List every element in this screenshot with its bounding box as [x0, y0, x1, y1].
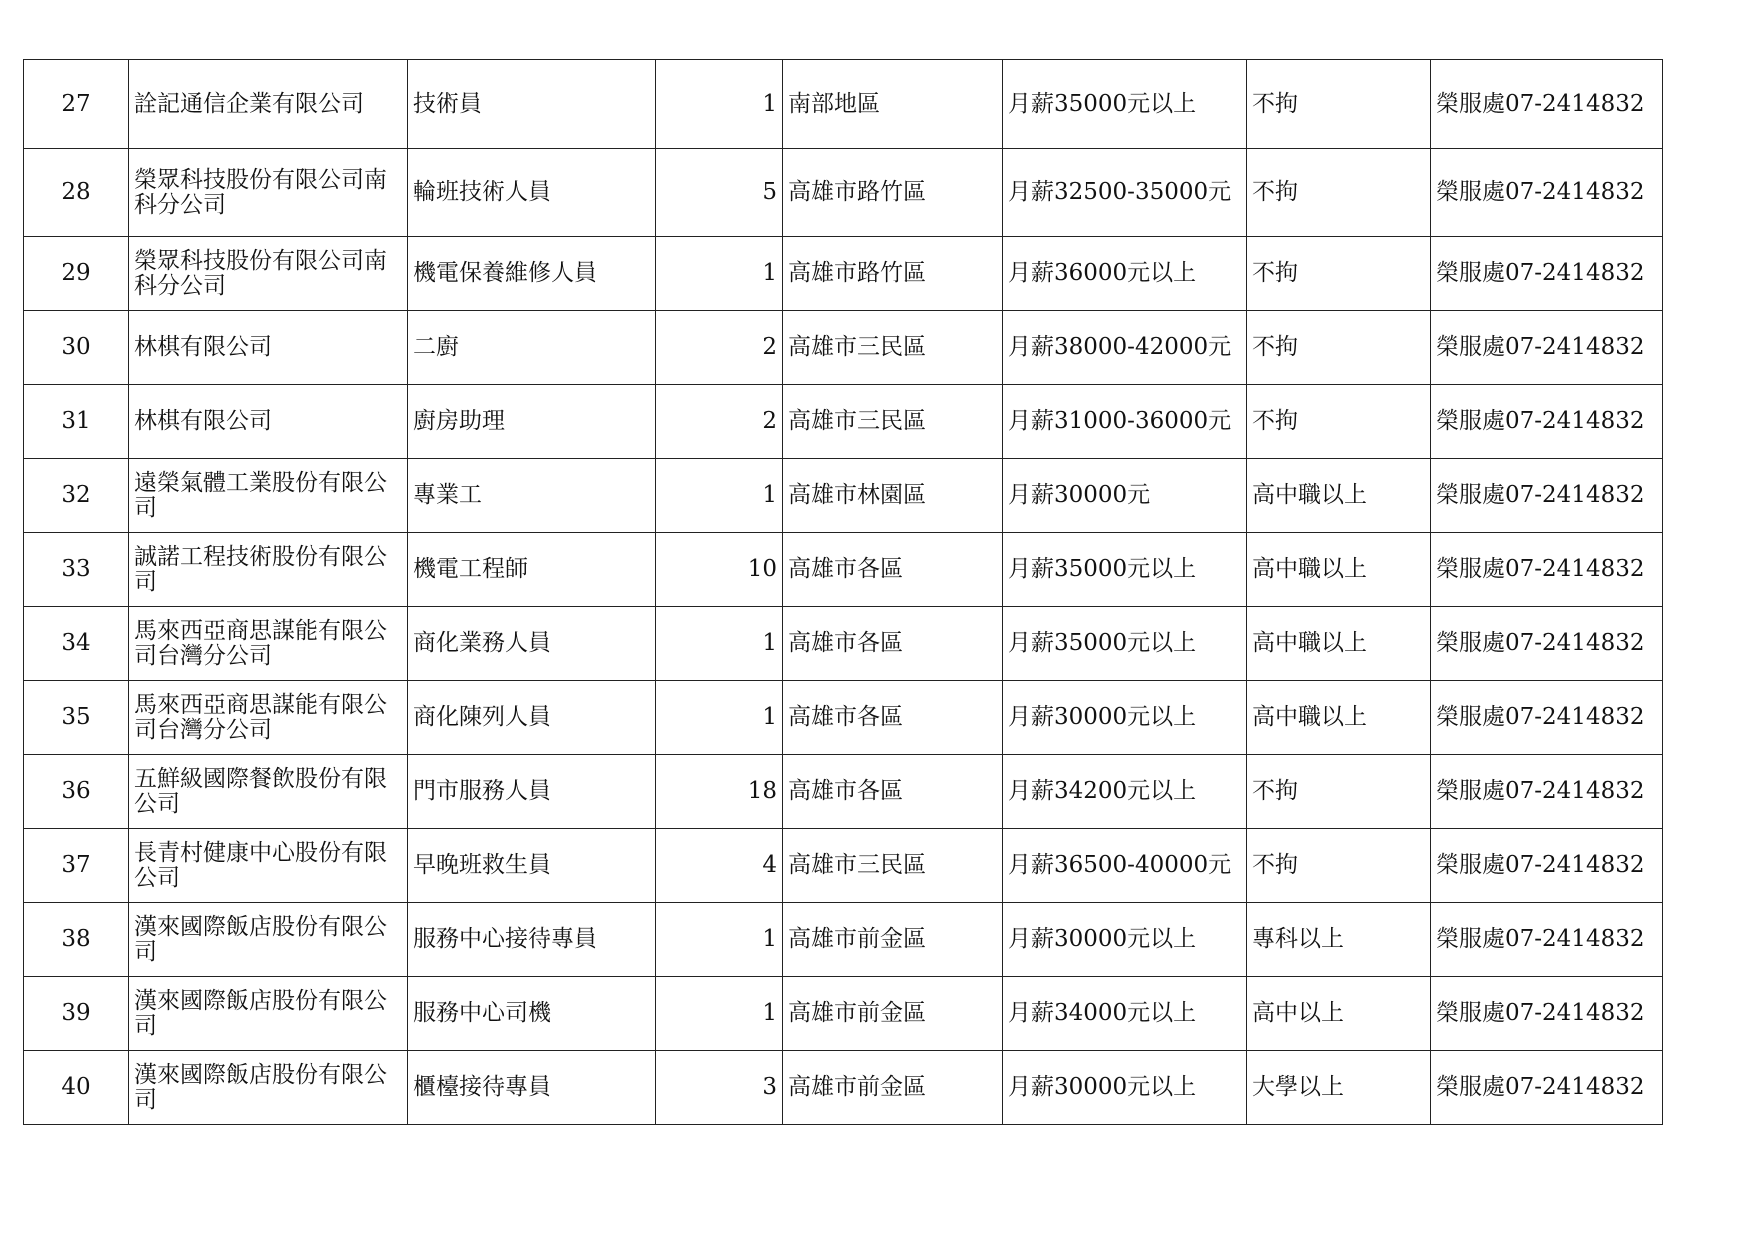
- headcount: 1: [656, 237, 783, 311]
- salary: 月薪30000元以上: [1003, 1051, 1247, 1125]
- contact: 榮服處07-2414832: [1431, 977, 1663, 1051]
- job-position: 門市服務人員: [408, 755, 656, 829]
- headcount: 1: [656, 681, 783, 755]
- salary: 月薪32500-35000元: [1003, 149, 1247, 237]
- company-name: 林棋有限公司: [129, 311, 408, 385]
- row-number: 32: [24, 459, 129, 533]
- headcount: 1: [656, 607, 783, 681]
- work-location: 高雄市三民區: [783, 385, 1003, 459]
- headcount: 1: [656, 903, 783, 977]
- table-row: [24, 755, 1663, 829]
- company-name: 馬來西亞商思謀能有限公司台灣分公司: [129, 681, 408, 755]
- education-requirement: 專科以上: [1247, 903, 1431, 977]
- job-position: 服務中心接待專員: [408, 903, 656, 977]
- company-name: 漢來國際飯店股份有限公司: [129, 903, 408, 977]
- contact: 榮服處07-2414832: [1431, 385, 1663, 459]
- table-row: [24, 311, 1663, 385]
- headcount: 3: [656, 1051, 783, 1125]
- education-requirement: 不拘: [1247, 311, 1431, 385]
- row-number: 31: [24, 385, 129, 459]
- salary: 月薪36000元以上: [1003, 237, 1247, 311]
- education-requirement: 大學以上: [1247, 1051, 1431, 1125]
- job-position: 專業工: [408, 459, 656, 533]
- salary: 月薪31000-36000元: [1003, 385, 1247, 459]
- job-position: 早晚班救生員: [408, 829, 656, 903]
- salary: 月薪30000元: [1003, 459, 1247, 533]
- job-position: 技術員: [408, 60, 656, 149]
- contact: 榮服處07-2414832: [1431, 1051, 1663, 1125]
- work-location: 高雄市前金區: [783, 977, 1003, 1051]
- headcount: 5: [656, 149, 783, 237]
- company-name: 誠諾工程技術股份有限公司: [129, 533, 408, 607]
- contact: 榮服處07-2414832: [1431, 237, 1663, 311]
- contact: 榮服處07-2414832: [1431, 903, 1663, 977]
- education-requirement: 高中以上: [1247, 977, 1431, 1051]
- salary: 月薪35000元以上: [1003, 607, 1247, 681]
- salary: 月薪35000元以上: [1003, 533, 1247, 607]
- education-requirement: 不拘: [1247, 829, 1431, 903]
- education-requirement: 不拘: [1247, 237, 1431, 311]
- salary: 月薪30000元以上: [1003, 681, 1247, 755]
- job-position: 商化陳列人員: [408, 681, 656, 755]
- job-position: 機電工程師: [408, 533, 656, 607]
- row-number: 30: [24, 311, 129, 385]
- work-location: 高雄市路竹區: [783, 149, 1003, 237]
- company-name: 長青村健康中心股份有限公司: [129, 829, 408, 903]
- table-row: [24, 149, 1663, 237]
- headcount: 4: [656, 829, 783, 903]
- row-number: 35: [24, 681, 129, 755]
- contact: 榮服處07-2414832: [1431, 829, 1663, 903]
- job-position: 輪班技術人員: [408, 149, 656, 237]
- work-location: 南部地區: [783, 60, 1003, 149]
- headcount: 18: [656, 755, 783, 829]
- contact: 榮服處07-2414832: [1431, 459, 1663, 533]
- job-listing-table: [23, 59, 1663, 1125]
- education-requirement: 高中職以上: [1247, 459, 1431, 533]
- work-location: 高雄市前金區: [783, 1051, 1003, 1125]
- company-name: 馬來西亞商思謀能有限公司台灣分公司: [129, 607, 408, 681]
- education-requirement: 高中職以上: [1247, 533, 1431, 607]
- salary: 月薪38000-42000元: [1003, 311, 1247, 385]
- work-location: 高雄市各區: [783, 681, 1003, 755]
- company-name: 遠榮氣體工業股份有限公司: [129, 459, 408, 533]
- work-location: 高雄市各區: [783, 533, 1003, 607]
- education-requirement: 不拘: [1247, 149, 1431, 237]
- row-number: 40: [24, 1051, 129, 1125]
- work-location: 高雄市林園區: [783, 459, 1003, 533]
- table-row: [24, 829, 1663, 903]
- table-row: [24, 60, 1663, 149]
- job-position: 櫃檯接待專員: [408, 1051, 656, 1125]
- table-row: [24, 385, 1663, 459]
- row-number: 28: [24, 149, 129, 237]
- headcount: 1: [656, 977, 783, 1051]
- row-number: 36: [24, 755, 129, 829]
- education-requirement: 不拘: [1247, 755, 1431, 829]
- job-position: 商化業務人員: [408, 607, 656, 681]
- salary: 月薪34000元以上: [1003, 977, 1247, 1051]
- education-requirement: 不拘: [1247, 385, 1431, 459]
- table-row: [24, 533, 1663, 607]
- job-position: 服務中心司機: [408, 977, 656, 1051]
- row-number: 39: [24, 977, 129, 1051]
- headcount: 10: [656, 533, 783, 607]
- job-position: 廚房助理: [408, 385, 656, 459]
- job-position: 機電保養維修人員: [408, 237, 656, 311]
- job-position: 二廚: [408, 311, 656, 385]
- company-name: 詮記通信企業有限公司: [129, 60, 408, 149]
- row-number: 33: [24, 533, 129, 607]
- table-row: [24, 237, 1663, 311]
- company-name: 漢來國際飯店股份有限公司: [129, 1051, 408, 1125]
- company-name: 五鮮級國際餐飲股份有限公司: [129, 755, 408, 829]
- contact: 榮服處07-2414832: [1431, 755, 1663, 829]
- education-requirement: 高中職以上: [1247, 607, 1431, 681]
- row-number: 27: [24, 60, 129, 149]
- table-row: [24, 977, 1663, 1051]
- work-location: 高雄市路竹區: [783, 237, 1003, 311]
- contact: 榮服處07-2414832: [1431, 60, 1663, 149]
- company-name: 榮眾科技股份有限公司南科分公司: [129, 149, 408, 237]
- company-name: 榮眾科技股份有限公司南科分公司: [129, 237, 408, 311]
- education-requirement: 高中職以上: [1247, 681, 1431, 755]
- salary: 月薪30000元以上: [1003, 903, 1247, 977]
- contact: 榮服處07-2414832: [1431, 681, 1663, 755]
- row-number: 38: [24, 903, 129, 977]
- row-number: 29: [24, 237, 129, 311]
- contact: 榮服處07-2414832: [1431, 607, 1663, 681]
- contact: 榮服處07-2414832: [1431, 149, 1663, 237]
- contact: 榮服處07-2414832: [1431, 311, 1663, 385]
- table-row: [24, 903, 1663, 977]
- company-name: 漢來國際飯店股份有限公司: [129, 977, 408, 1051]
- headcount: 2: [656, 385, 783, 459]
- table-row: [24, 459, 1663, 533]
- table-row: [24, 1051, 1663, 1125]
- salary: 月薪34200元以上: [1003, 755, 1247, 829]
- work-location: 高雄市各區: [783, 755, 1003, 829]
- row-number: 37: [24, 829, 129, 903]
- salary: 月薪36500-40000元: [1003, 829, 1247, 903]
- salary: 月薪35000元以上: [1003, 60, 1247, 149]
- work-location: 高雄市各區: [783, 607, 1003, 681]
- table-row: [24, 681, 1663, 755]
- row-number: 34: [24, 607, 129, 681]
- work-location: 高雄市前金區: [783, 903, 1003, 977]
- work-location: 高雄市三民區: [783, 311, 1003, 385]
- headcount: 2: [656, 311, 783, 385]
- work-location: 高雄市三民區: [783, 829, 1003, 903]
- company-name: 林棋有限公司: [129, 385, 408, 459]
- headcount: 1: [656, 459, 783, 533]
- headcount: 1: [656, 60, 783, 149]
- contact: 榮服處07-2414832: [1431, 533, 1663, 607]
- table-row: [24, 607, 1663, 681]
- education-requirement: 不拘: [1247, 60, 1431, 149]
